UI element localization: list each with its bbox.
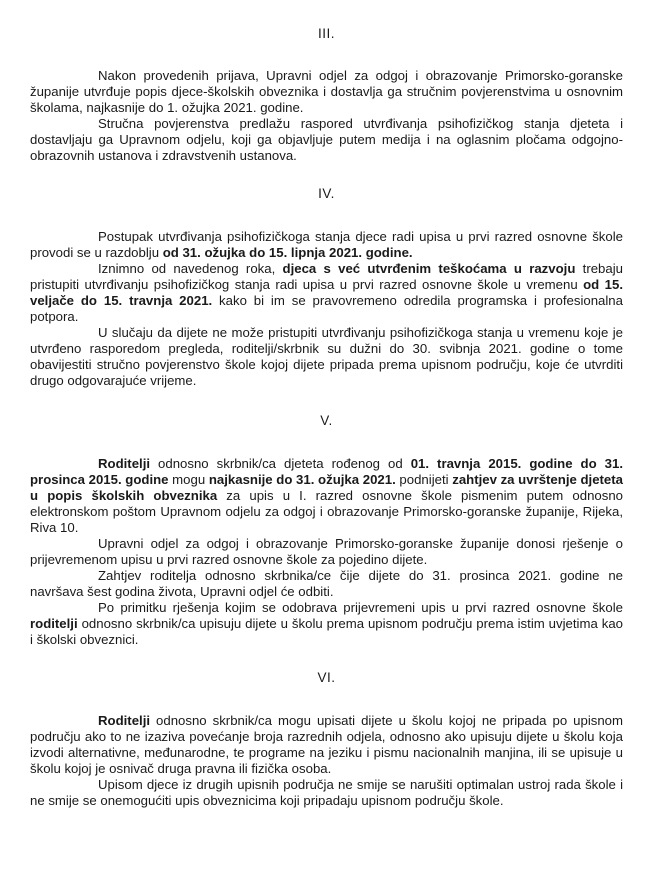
text-run: Iznimno od navedenog roka, (98, 261, 283, 276)
section-title-iv: IV. (318, 186, 335, 201)
bold-text-run: zahtjev za uvrštenje djeteta u popis školskih obveznika (30, 472, 623, 503)
section-iv-paragraph-1 (30, 229, 623, 261)
text-run: odnosno skrbnik/ca djeteta rođenog od (150, 456, 411, 471)
text-run: Postupak utvrđivanja psihofizičkoga stanja djece radi upisa u prvi razred osnovne škole provodi se u razdoblju (30, 229, 623, 260)
text-run: Po primitku rješenja kojim se odobrava prijevremeni upis u prvi razred osnovne škole (98, 600, 623, 615)
text-run: trebaju pristupiti utvrđivanju psihofizičkog stanja radi upisa u prvi razred osnovne škole u vremenu (30, 261, 623, 292)
text-run: Nakon provedenih prijava, Upravni odjel za odgoj i obrazovanje Primorsko-goranske županije utvrđuje popis djece-školskih obveznika i dostavlja ga stručnim povjerenstvima u osnovnim školama, najkasnije do 1. ožujka 2021. godine. (30, 68, 623, 115)
section-title-iii: III. (317, 26, 335, 41)
text-run: kako bi im se pravovremeno odredila programska i profesionalna potpora. (30, 293, 623, 324)
bold-text-run: djeca s već utvrđenim teškoćama u razvoju (282, 261, 576, 276)
section-vi-paragraph-1 (30, 713, 623, 777)
section-v-paragraph-3 (30, 568, 623, 600)
section-title-v: V. (320, 413, 333, 428)
text-run: podnijeti (395, 472, 453, 487)
section-iv-paragraph-2 (30, 261, 623, 325)
text-run: Stručna povjerenstva predlažu raspored utvrđivanja psihofizičkog stanja djeteta i dostavljaju ga Upravnom odjelu, koji ga objavljuje putem medija i na oglasnim pločama odgojno-obrazovnih ustanova i zdravstvenih ustanova. (30, 116, 623, 163)
bold-text-run: najkasnije do 31. ožujka 2021. (208, 472, 396, 487)
text-run: Upisom djece iz drugih upisnih područja ne smije se narušiti optimalan ustroj rada škole i ne smije se onemogućiti upis obveznicima koji pripadaju upisnom području škole. (30, 777, 623, 808)
text-run: Zahtjev roditelja odnosno skrbnika/ce čije dijete do 31. prosinca 2021. godine ne navršava šest godina života, Upravni odjel će odbiti. (30, 568, 623, 599)
bold-text-run: od 15. veljače do 15. travnja 2021. (30, 277, 623, 308)
section-iii-paragraph-2 (30, 116, 623, 164)
text-run: za upis u I. razred osnovne škole pismenim putem odnosno elektronskom poštom Upravnom odjelu za odgoj i obrazovanje Primorsko-goranske županije, Rijeka, Riva 10. (30, 488, 624, 535)
section-iii-paragraph-1 (30, 68, 623, 116)
text-run: odnosno skrbnik/ca upisuju dijete u školu prema upisnom području prema istim uvjetima kao i školski obveznici. (30, 616, 623, 647)
bold-text-run: Roditelji (98, 456, 151, 471)
section-v-paragraph-1 (30, 456, 623, 536)
section-v-paragraph-4 (30, 600, 623, 648)
bold-text-run: od 31. ožujka do 15. lipnja 2021. godine. (162, 245, 413, 260)
bold-text-run: roditelji (30, 616, 78, 631)
section-v-paragraph-2 (30, 536, 623, 568)
bold-text-run: 01. travnja 2015. godine do 31. prosinca 2015. godine (30, 456, 624, 487)
bold-text-run: Roditelji (98, 713, 151, 728)
section-vi-paragraph-2 (30, 777, 623, 809)
section-title-vi: VI. (317, 670, 336, 685)
text-run: mogu (168, 472, 209, 487)
section-iv-paragraph-3 (30, 325, 623, 389)
text-run: odnosno skrbnik/ca mogu upisati dijete u školu kojoj ne pripada po upisnom području ako to ne izaziva povećanje broja razrednih odjela, odnosno ako upisuju dijete u školu koja izvodi alternativne, međunarodne, te programe na jeziku i pismu nacionalnih manjina, ili se upisuje u školu kojoj je osnivač druga pravna ili fizička osoba. (30, 713, 623, 776)
text-run: Upravni odjel za odgoj i obrazovanje Primorsko-goranske županije donosi rješenje o prijevremenom upisu u prvi razred osnovne škole za pojedino dijete. (30, 536, 623, 567)
text-run: U slučaju da dijete ne može pristupiti utvrđivanju psihofizičkoga stanja u vremenu koje je utvrđeno rasporedom pregleda, roditelji/skrbnik su dužni do 30. svibnja 2021. godine o tome obavijestiti stručno povjerenstvo škole kojoj dijete pripada prema upisnom području, koje će utvrditi drugo odgovarajuće vrijeme. (30, 325, 623, 388)
